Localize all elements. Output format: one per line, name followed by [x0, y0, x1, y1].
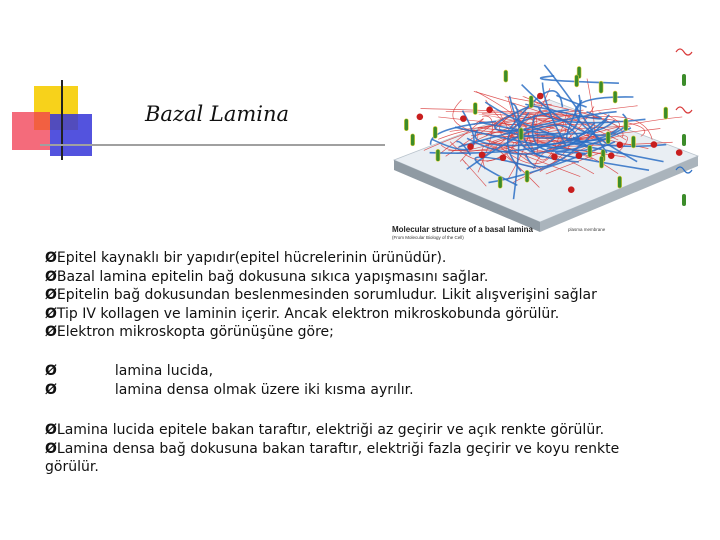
perlecan-marker: [599, 81, 603, 93]
entactin-dot: [537, 93, 544, 100]
legend-marker-icon: [682, 194, 686, 206]
entactin-dot: [608, 152, 615, 159]
entactin-dot: [651, 141, 658, 148]
entactin-dot: [467, 143, 474, 150]
entactin-dot: [486, 106, 493, 113]
entactin-dot: [616, 141, 623, 148]
legend-fiber-icon: [676, 49, 692, 55]
sub-bullet-list: [45, 362, 645, 399]
entactin-dot: [479, 152, 486, 159]
basal-lamina-figure: [380, 40, 710, 245]
bullet-item: ØElektron mikroskopta görünüşüne göre;: [45, 324, 334, 340]
figure-caption: Molecular structure of a basal lamina: [392, 225, 533, 234]
bullet-item: ØEpitel kaynaklı bir yapıdır(epitel hücrelerinin ürünüdür).: [45, 250, 447, 266]
bullet-marker: Ø: [45, 305, 57, 322]
bullet-marker: Ø: [45, 268, 57, 285]
detail-bullet-list: [45, 421, 645, 477]
perlecan-marker: [575, 75, 579, 87]
perlecan-marker: [404, 119, 408, 131]
decor-blue-square: [50, 114, 92, 156]
perlecan-marker: [519, 128, 523, 140]
slide-title: Bazal Lamina: [145, 102, 290, 126]
entactin-dot: [551, 154, 558, 161]
perlecan-marker: [433, 126, 437, 138]
perlecan-marker: [664, 107, 668, 119]
figure-source: (From Molecular Biology of the Cell): [392, 235, 464, 240]
perlecan-marker: [600, 156, 604, 168]
sub-bullet-item: Ø lamina lucida,: [45, 363, 214, 379]
bullet-marker: Ø: [45, 363, 57, 379]
entactin-dot: [417, 113, 424, 120]
bullet-item: ØTip IV kollagen ve laminin içerir. Ancak elektron mikroskobunda görülür.: [45, 305, 560, 322]
legend-fiber-icon: [676, 107, 692, 113]
perlecan-marker: [498, 176, 502, 188]
sub-bullet-item: Ø lamina densa olmak üzere iki kısma ayrılır.: [45, 381, 414, 398]
perlecan-marker: [436, 149, 440, 161]
decor-horizontal-line: [40, 144, 385, 146]
basal-lamina-illustration: [380, 40, 710, 245]
bullet-marker: Ø: [45, 381, 57, 398]
perlecan-marker: [624, 119, 628, 131]
perlecan-marker: [631, 136, 635, 148]
perlecan-marker: [504, 70, 508, 82]
entactin-dot: [676, 149, 683, 156]
bullet-marker: Ø: [45, 250, 57, 266]
detail-bullet-item: ØLamina lucida epitele bakan taraftır, elektriği az geçirir ve açık renkte görülür.: [45, 422, 605, 438]
legend-marker-icon: [682, 74, 686, 86]
bullet-marker: Ø: [45, 422, 57, 438]
detail-bullet-item: ØLamina densa bağ dokusuna bakan taraftır, elektriği fazla geçirir ve koyu renkte görülür.: [45, 440, 620, 475]
perlecan-marker: [525, 170, 529, 182]
entactin-dot: [460, 115, 467, 122]
figure-side-note: plasma membrane: [568, 227, 606, 232]
perlecan-marker: [613, 91, 617, 103]
perlecan-marker: [529, 96, 533, 108]
bullet-marker: Ø: [45, 324, 57, 340]
perlecan-marker: [473, 103, 477, 115]
intro-bullet-list: [45, 249, 645, 342]
entactin-dot: [500, 154, 507, 161]
bullet-marker: Ø: [45, 440, 57, 457]
entactin-dot: [576, 152, 583, 159]
bullet-item: ØEpitelin bağ dokusundan beslenmesinden sorumludur. Likit alışverişini sağlar: [45, 287, 597, 303]
perlecan-marker: [606, 132, 610, 144]
bullet-marker: Ø: [45, 287, 57, 303]
bullet-item: ØBazal lamina epitelin bağ dokusuna sıkıca yapışmasını sağlar.: [45, 268, 489, 285]
decor-vertical-line: [61, 80, 63, 160]
perlecan-marker: [618, 176, 622, 188]
perlecan-marker: [411, 134, 415, 146]
perlecan-marker: [588, 145, 592, 157]
legend-marker-icon: [682, 134, 686, 146]
entactin-dot: [568, 186, 575, 193]
